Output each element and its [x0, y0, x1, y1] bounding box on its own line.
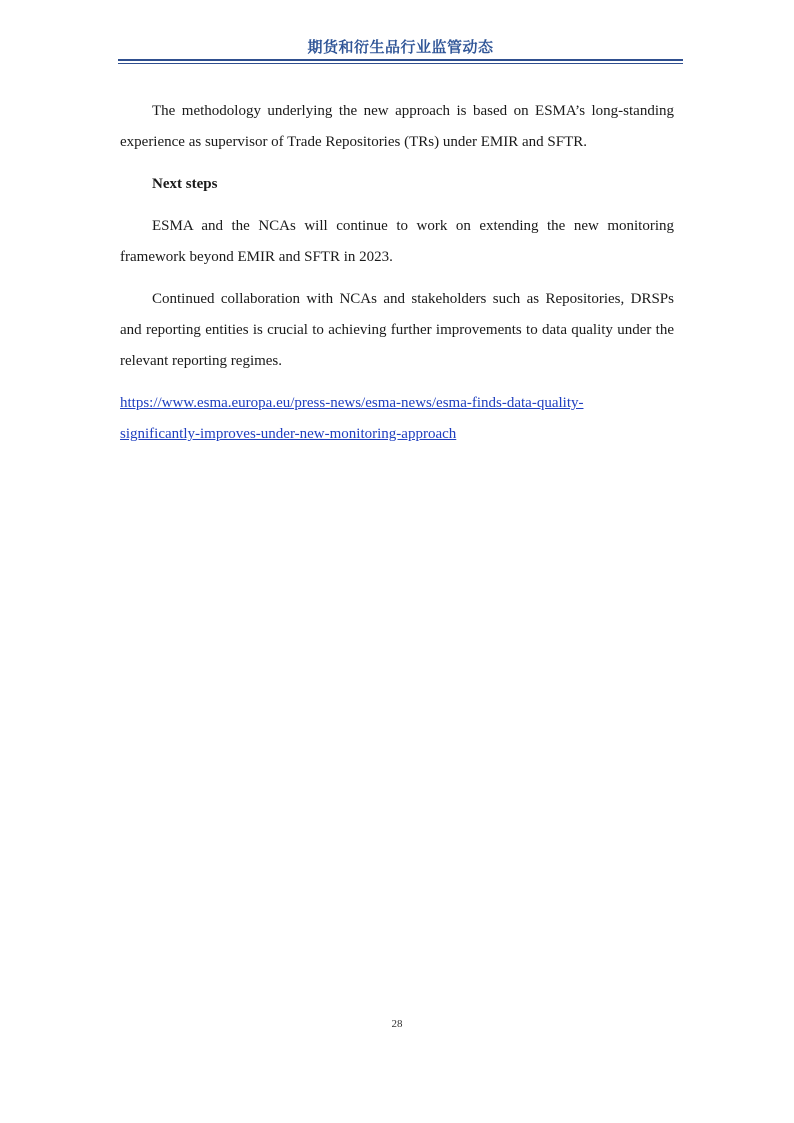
- source-link-line-1: https://www.esma.europa.eu/press-news/esma-news/esma-finds-data-quality-: [120, 395, 584, 411]
- source-link-line-2: significantly-improves-under-new-monitoring-approach: [120, 426, 457, 442]
- page-header-title: 期货和衍生品行业监管动态: [307, 38, 494, 56]
- page-number: 28: [391, 1018, 403, 1030]
- source-link-paragraph: [120, 388, 674, 450]
- header-rule-thick: [118, 59, 683, 61]
- header-rule-thin: [118, 63, 683, 64]
- paragraph-monitoring-framework: ESMA and the NCAs will continue to work on extending the new monitoring framework beyond EMIR and SFTR in 2023.: [120, 218, 674, 265]
- paragraph-methodology: The methodology underlying the new approach is based on ESMA’s long-standing experience as supervisor of Trade Repositories (TRs) under EMIR and SFTR.: [120, 103, 674, 150]
- document-body: [120, 96, 674, 461]
- section-heading-next-steps: Next steps: [152, 176, 218, 192]
- paragraph-collaboration: Continued collaboration with NCAs and stakeholders such as Repositories, DRSPs and reporting entities is crucial to achieving further improvements to data quality under the relevant reporting regimes.: [120, 291, 674, 369]
- source-link[interactable]: [120, 395, 583, 442]
